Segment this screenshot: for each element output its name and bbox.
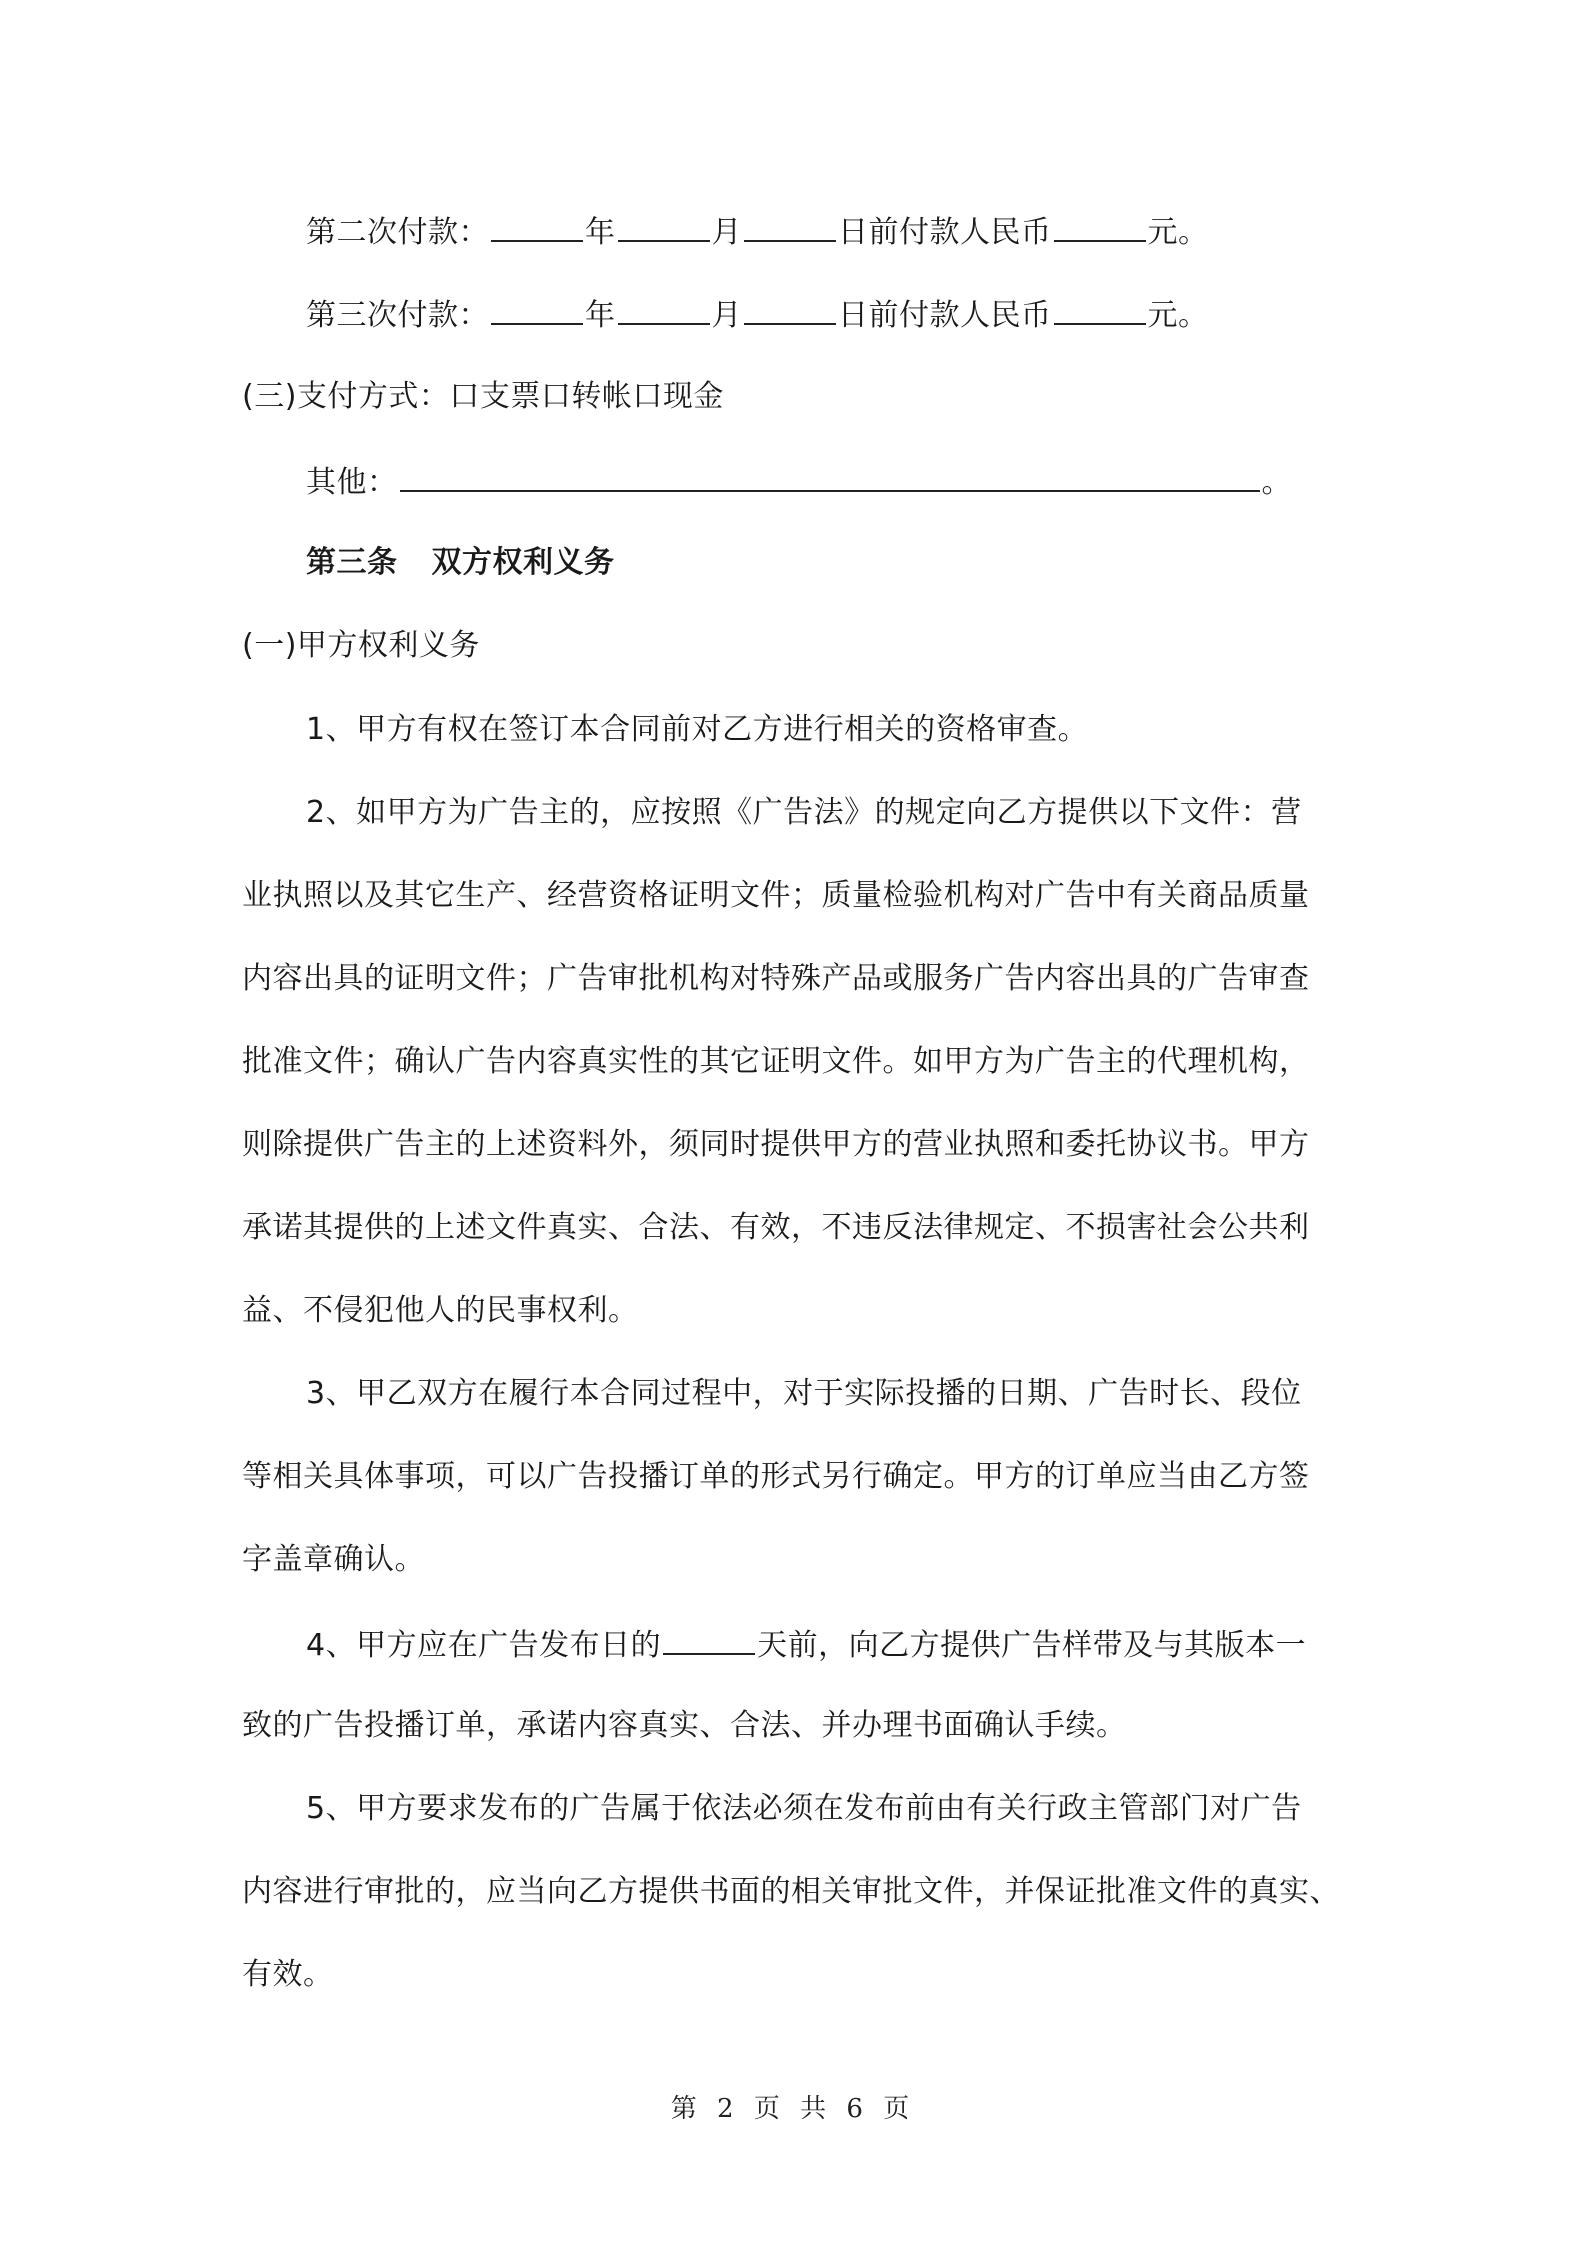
- paragraph-3-line: 3、甲乙双方在履行本合同过程中，对于实际投播的日期、广告时长、段位: [306, 1376, 1302, 1411]
- article-heading: [306, 543, 1426, 583]
- yuan-text: 元。: [1147, 298, 1209, 333]
- year-blank: [491, 210, 583, 242]
- year-text: 年: [585, 298, 616, 333]
- amount-blank: [1054, 293, 1146, 325]
- paragraph-2-line: 批准文件；确认广告内容真实性的其它证明文件。如甲方为广告主的代理机构，: [242, 1044, 1310, 1079]
- second-payment-label: 第二次付款：: [306, 215, 489, 250]
- year-text: 年: [585, 215, 616, 250]
- section-heading: (一)甲方权利义务: [242, 628, 480, 663]
- paragraph-2-line: 承诺其提供的上述文件真实、合法、有效，不违反法律规定、不损害社会公共利: [242, 1210, 1310, 1245]
- amount-blank: [1054, 210, 1146, 242]
- paragraph-5-line: 5、甲方要求发布的广告属于依法必须在发布前由有关行政主管部门对广告: [306, 1791, 1302, 1826]
- second-payment-line: [306, 210, 1426, 253]
- days-blank: [663, 1623, 755, 1655]
- payment-method-line: (三)支付方式：口支票口转帐口现金: [242, 379, 724, 414]
- paragraph-3-line: 字盖章确认。: [242, 1542, 425, 1577]
- paragraph-3-line: 等相关具体事项，可以广告投播订单的形式另行确定。甲方的订单应当由乙方签: [242, 1459, 1310, 1494]
- paragraph-2-line: 益、不侵犯他人的民事权利。: [242, 1293, 639, 1328]
- other-end: 。: [1261, 465, 1292, 500]
- article-title: 双方权利义务: [431, 545, 615, 580]
- paragraph-5-line: 内容进行审批的，应当向乙方提供书面的相关审批文件，并保证批准文件的真实、: [242, 1874, 1340, 1909]
- month-text: 月: [711, 298, 742, 333]
- day-blank: [744, 210, 836, 242]
- paragraph-4-line: 致的广告投播订单，承诺内容真实、合法、并办理书面确认手续。: [242, 1708, 1127, 1743]
- third-payment-line: [306, 293, 1426, 336]
- paragraph-5-line: 有效。: [242, 1957, 334, 1992]
- day-text: 日前付款人民币: [838, 215, 1052, 250]
- paragraph-2-line: 业执照以及其它生产、经营资格证明文件；质量检验机构对广告中有关商品质量: [242, 878, 1310, 913]
- paragraph-2-line: 2、如甲方为广告主的，应按照《广告法》的规定向乙方提供以下文件：营: [306, 795, 1302, 830]
- other-label: 其他：: [306, 465, 398, 500]
- yuan-text: 元。: [1147, 215, 1209, 250]
- month-blank: [618, 210, 710, 242]
- p4-end: 天前，向乙方提供广告样带及与其版本一: [757, 1628, 1307, 1663]
- paragraph-2-line: 内容出具的证明文件；广告审批机构对特殊产品或服务广告内容出具的广告审查: [242, 961, 1310, 996]
- paragraph-1: 1、甲方有权在签订本合同前对乙方进行相关的资格审查。: [306, 712, 1089, 747]
- third-payment-label: 第三次付款：: [306, 298, 489, 333]
- p4-start: 4、甲方应在广告发布日的: [306, 1628, 662, 1663]
- month-blank: [618, 293, 710, 325]
- month-text: 月: [711, 215, 742, 250]
- day-text: 日前付款人民币: [838, 298, 1052, 333]
- day-blank: [744, 293, 836, 325]
- other-blank: [400, 460, 1260, 492]
- other-line: [306, 460, 1426, 503]
- paragraph-2-line: 则除提供广告主的上述资料外，须同时提供甲方的营业执照和委托协议书。甲方: [242, 1127, 1310, 1162]
- year-blank: [491, 293, 583, 325]
- article-number: 第三条: [306, 545, 398, 580]
- paragraph-4-line: [306, 1623, 1426, 1666]
- page-footer: 第 2 页 共 6 页: [670, 2094, 916, 2124]
